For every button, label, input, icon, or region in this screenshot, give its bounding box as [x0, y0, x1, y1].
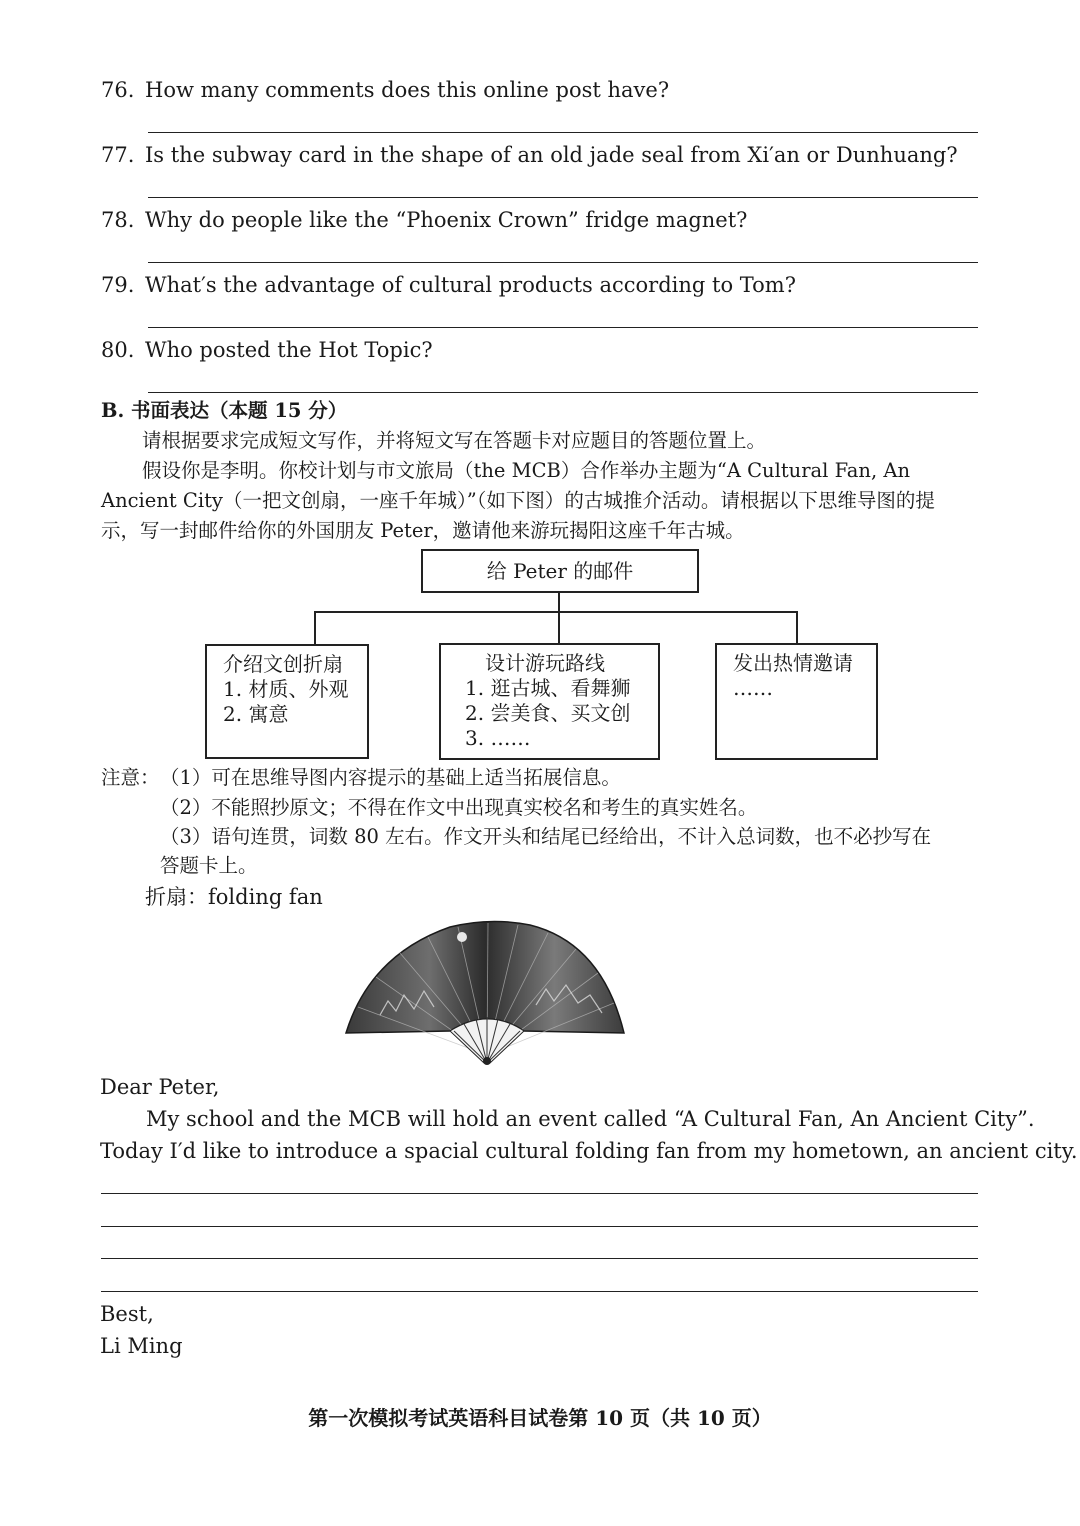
question-number: 80.: [101, 338, 135, 362]
letter-signature: Li Ming: [100, 1334, 183, 1358]
box-item: 2. 寓意: [223, 702, 289, 726]
letter-greeting: Dear Peter,: [100, 1075, 220, 1099]
mindmap-root-label: 给 Peter 的邮件: [486, 558, 634, 583]
connector-horizontal: [314, 611, 798, 613]
mindmap-box-fan: [205, 644, 369, 759]
letter-line-1: My school and the MCB will hold an event called “A Cultural Fan, An Ancient City”.: [146, 1107, 1035, 1131]
instruction-text: 请根据要求完成短文写作，并将短文写在答题卡对应题目的答题位置上。: [142, 429, 767, 452]
section-heading: B. 书面表达（本题 15 分）: [101, 399, 348, 422]
writing-line-3[interactable]: [101, 1258, 978, 1259]
connector-vertical-root: [558, 593, 560, 611]
page-footer: 第一次模拟考试英语科目试卷第 10 页（共 10 页）: [308, 1406, 772, 1430]
question-80: [101, 337, 433, 363]
question-text: Is the subway card in the shape of an old jade seal from Xi′an or Dunhuang?: [145, 143, 958, 167]
question-number: 76.: [101, 78, 135, 102]
writing-line-4[interactable]: [101, 1291, 978, 1292]
gloss-folding-fan: 折扇：folding fan: [145, 885, 323, 909]
question-text: What′s the advantage of cultural products according to Tom?: [145, 273, 796, 297]
prompt-line-1: 假设你是李明。你校计划与市文旅局（the MCB）合作举办主题为“A Cultural Fan, An: [142, 459, 911, 482]
box-item: 2. 尝美食、买文创: [465, 701, 631, 725]
question-78: [101, 207, 747, 233]
mindmap-box-route: [439, 643, 660, 760]
prompt-line-3: 示，写一封邮件给你的外国朋友 Peter，邀请他来游玩揭阳这座千年古城。: [101, 519, 745, 542]
answer-line-77[interactable]: [148, 197, 978, 198]
prompt-line-2: Ancient City（一把文创扇，一座千年城）”（如下图）的古城推介活动。请根据以下思维导图的提: [101, 489, 935, 512]
box-item: 3. ……: [465, 726, 531, 750]
question-number: 77.: [101, 143, 135, 167]
note-2: （2）不能照抄原文；不得在作文中出现真实校名和考生的真实姓名。: [160, 796, 758, 819]
question-text: Who posted the Hot Topic?: [145, 338, 433, 362]
box-item: 1. 逛古城、看舞狮: [465, 676, 631, 700]
box-item: ……: [733, 676, 773, 700]
box-item: 1. 材质、外观: [223, 677, 349, 701]
box-title: 设计游玩路线: [485, 651, 605, 675]
question-text: How many comments does this online post have?: [145, 78, 670, 102]
answer-line-76[interactable]: [148, 132, 978, 133]
question-76: [101, 77, 669, 103]
answer-line-78[interactable]: [148, 262, 978, 263]
connector-center: [558, 611, 560, 643]
box-title: 介绍文创折扇: [223, 652, 343, 676]
box-title: 发出热情邀请: [733, 651, 853, 675]
note-3: （3）语句连贯，词数 80 左右。作文开头和结尾已经给出，不计入总词数，也不必抄写在: [160, 825, 932, 848]
question-number: 78.: [101, 208, 135, 232]
notes-label: 注意：: [101, 766, 160, 789]
question-number: 79.: [101, 273, 135, 297]
note-1: （1）可在思维导图内容提示的基础上适当拓展信息。: [160, 766, 621, 789]
question-77: [101, 142, 958, 168]
note-3-cont: 答题卡上。: [160, 854, 258, 877]
letter-line-2: Today I′d like to introduce a spacial cultural folding fan from my hometown, an ancient city.: [100, 1139, 1078, 1163]
answer-line-80[interactable]: [148, 392, 978, 393]
folding-fan-image: [340, 915, 630, 1070]
mindmap-box-invite: [715, 643, 878, 760]
connector-right: [796, 611, 798, 643]
question-text: Why do people like the “Phoenix Crown” fridge magnet?: [145, 208, 748, 232]
writing-line-1[interactable]: [101, 1193, 978, 1194]
answer-line-79[interactable]: [148, 327, 978, 328]
letter-closing: Best,: [100, 1302, 154, 1326]
connector-left: [314, 611, 316, 644]
question-79: [101, 272, 796, 298]
writing-line-2[interactable]: [101, 1226, 978, 1227]
mindmap-root-box: [421, 549, 699, 593]
